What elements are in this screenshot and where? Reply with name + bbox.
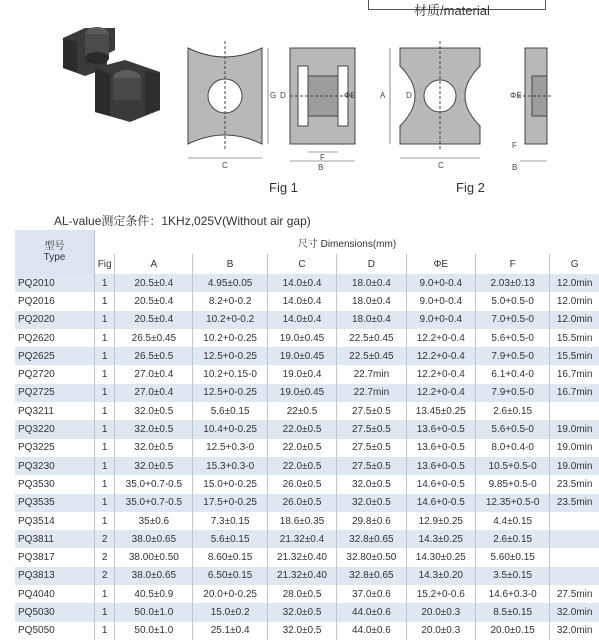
value-cell: 1	[95, 494, 115, 512]
core-lower-image	[95, 60, 160, 122]
value-cell: 1	[95, 603, 115, 621]
value-cell: 2	[95, 530, 115, 548]
value-cell: 10.4+0-0.25	[193, 420, 267, 438]
al-condition-note: AL-value测定条件：1KHz,025V(Without air gap)	[54, 214, 311, 228]
value-cell: 26.5±0.5	[115, 347, 193, 365]
value-cell: 22.5±0.45	[337, 329, 406, 347]
type-cell: PQ3220	[15, 420, 95, 438]
type-cell: PQ5030	[15, 603, 95, 621]
type-cell: PQ2625	[15, 347, 95, 365]
value-cell: 25.1±0.4	[193, 622, 267, 640]
value-cell: 19.0min	[550, 457, 599, 475]
value-cell: 1	[95, 420, 115, 438]
dim-d-label: D	[280, 91, 286, 100]
table-row	[15, 603, 599, 621]
value-cell: 15.0+0-0.25	[193, 475, 267, 493]
type-cell: PQ3514	[15, 512, 95, 530]
table-row	[15, 457, 599, 475]
value-cell: 5.0+0.5-0	[475, 292, 549, 310]
value-cell: 6.50±0.15	[193, 567, 267, 585]
value-cell: 7.9+0.5-0	[475, 347, 549, 365]
table-body	[15, 274, 599, 640]
table-row	[15, 329, 599, 347]
value-cell: 12.0min	[550, 311, 599, 329]
column-header-d: D	[337, 254, 406, 274]
value-cell: 14.6+0.3-0	[475, 585, 549, 603]
value-cell: 14.0±0.4	[267, 311, 336, 329]
value-cell: 26.0±0.5	[267, 494, 336, 512]
value-cell: 12.9±0.25	[406, 512, 475, 530]
fig1-side-view	[290, 48, 355, 161]
value-cell	[550, 548, 599, 566]
value-cell: 7.3±0.15	[193, 512, 267, 530]
value-cell: 1	[95, 402, 115, 420]
value-cell: 16.7min	[550, 384, 599, 402]
type-cell: PQ3811	[15, 530, 95, 548]
dim-c-label: C	[222, 161, 228, 170]
value-cell: 32.0±0.5	[115, 457, 193, 475]
dim-g-label: G	[270, 91, 277, 100]
value-cell: 20.5±0.4	[115, 292, 193, 310]
value-cell: 28.0±0.5	[267, 585, 336, 603]
value-cell: 2.03±0.13	[475, 274, 549, 292]
value-cell: 12.2+0-0.4	[406, 365, 475, 383]
value-cell: 13.6+0-0.5	[406, 439, 475, 457]
value-cell: 9.0+0-0.4	[406, 311, 475, 329]
value-cell: 9.85+0.5-0	[475, 475, 549, 493]
value-cell: 15.5min	[550, 347, 599, 365]
type-cell: PQ2016	[15, 292, 95, 310]
value-cell: 23.5min	[550, 494, 599, 512]
value-cell: 12.0min	[550, 292, 599, 310]
value-cell: 1	[95, 622, 115, 640]
table-row	[15, 347, 599, 365]
value-cell: 22.0±0.5	[267, 457, 336, 475]
fig2-dim-a-label: A	[380, 91, 386, 100]
value-cell: 38.0±0.65	[115, 530, 193, 548]
value-cell: 20.5±0.4	[115, 311, 193, 329]
value-cell: 32.0min	[550, 622, 599, 640]
value-cell: 23.5min	[550, 475, 599, 493]
value-cell: 32.80±0.50	[337, 548, 406, 566]
value-cell: 37.0±0.6	[337, 585, 406, 603]
fig2-side-view	[518, 48, 552, 161]
value-cell: 27.5±0.5	[337, 457, 406, 475]
value-cell: 6.1+0.4-0	[475, 365, 549, 383]
value-cell: 40.5±0.9	[115, 585, 193, 603]
technical-drawings	[180, 36, 560, 176]
value-cell: 32.0min	[550, 603, 599, 621]
value-cell: 14.6+0-0.5	[406, 494, 475, 512]
table-row	[15, 622, 599, 640]
value-cell: 15.2+0-0.6	[406, 585, 475, 603]
table-row	[15, 311, 599, 329]
value-cell: 1	[95, 512, 115, 530]
value-cell: 19.0±0.45	[267, 384, 336, 402]
type-cell: PQ2725	[15, 384, 95, 402]
value-cell: 32.0±0.5	[115, 439, 193, 457]
table-row	[15, 494, 599, 512]
header-row-1	[15, 230, 599, 254]
value-cell: 19.0±0.45	[267, 329, 336, 347]
type-cell: PQ3530	[15, 475, 95, 493]
table-row	[15, 548, 599, 566]
value-cell: 32.8±0.65	[337, 567, 406, 585]
type-cell: PQ3225	[15, 439, 95, 457]
value-cell	[550, 530, 599, 548]
type-cell: PQ2010	[15, 274, 95, 292]
value-cell: 13.6+0-0.5	[406, 457, 475, 475]
value-cell: 22.0±0.5	[267, 420, 336, 438]
fig2-dim-f-label: F	[512, 141, 517, 150]
core-photo	[55, 20, 170, 130]
table-row	[15, 530, 599, 548]
column-header-a: A	[115, 254, 193, 274]
table-row	[15, 512, 599, 530]
value-cell: 12.0min	[550, 274, 599, 292]
fig1-caption: Fig 1	[269, 180, 298, 195]
value-cell: 1	[95, 457, 115, 475]
value-cell: 14.0±0.4	[267, 292, 336, 310]
value-cell: 27.0±0.4	[115, 384, 193, 402]
value-cell: 22.5±0.45	[337, 347, 406, 365]
value-cell: 1	[95, 439, 115, 457]
value-cell: 10.2+0.15-0	[193, 365, 267, 383]
value-cell: 1	[95, 329, 115, 347]
type-cell: PQ3535	[15, 494, 95, 512]
type-cell: PQ3813	[15, 567, 95, 585]
table-row	[15, 274, 599, 292]
value-cell: 8.5±0.15	[475, 603, 549, 621]
value-cell: 1	[95, 384, 115, 402]
value-cell: 9.0+0-0.4	[406, 274, 475, 292]
value-cell: 13.6+0-0.5	[406, 420, 475, 438]
value-cell: 22±0.5	[267, 402, 336, 420]
value-cell: 27.5±0.5	[337, 402, 406, 420]
type-cell: PQ3211	[15, 402, 95, 420]
value-cell: 14.30±0.25	[406, 548, 475, 566]
value-cell: 21.32±0.40	[267, 548, 336, 566]
value-cell: 18.0±0.4	[337, 274, 406, 292]
value-cell: 50.0±1.0	[115, 603, 193, 621]
value-cell: 20.0±0.15	[475, 622, 549, 640]
value-cell: 19.0min	[550, 420, 599, 438]
value-cell: 22.7min	[337, 365, 406, 383]
value-cell: 3.5±0.15	[475, 567, 549, 585]
table-row	[15, 402, 599, 420]
value-cell: 20.0+0-0.25	[193, 585, 267, 603]
value-cell: 18.0±0.4	[337, 292, 406, 310]
value-cell: 2	[95, 567, 115, 585]
fig2-dim-c-label: C	[438, 161, 444, 170]
value-cell: 27.5±0.5	[337, 439, 406, 457]
value-cell: 4.95±0.05	[193, 274, 267, 292]
value-cell: 44.0±0.6	[337, 603, 406, 621]
table-row	[15, 439, 599, 457]
value-cell: 16.7min	[550, 365, 599, 383]
fig2-caption: Fig 2	[456, 180, 485, 195]
value-cell: 15.5min	[550, 329, 599, 347]
value-cell: 22.0±0.5	[267, 439, 336, 457]
type-cell: PQ2620	[15, 329, 95, 347]
type-cell: PQ2020	[15, 311, 95, 329]
value-cell: 27.5min	[550, 585, 599, 603]
value-cell: 7.0+0.5-0	[475, 311, 549, 329]
value-cell: 4.4±0.15	[475, 512, 549, 530]
value-cell: 8.0+0.4-0	[475, 439, 549, 457]
value-cell: 35.0+0.7-0.5	[115, 475, 193, 493]
value-cell: 19.0±0.4	[267, 365, 336, 383]
value-cell: 35±0.6	[115, 512, 193, 530]
fig2-dim-phie-label: ΦE	[510, 91, 522, 100]
value-cell: 38.00±0.50	[115, 548, 193, 566]
value-cell: 10.5+0.5-0	[475, 457, 549, 475]
value-cell: 8.2+0-0.2	[193, 292, 267, 310]
value-cell: 22.7min	[337, 384, 406, 402]
value-cell: 1	[95, 475, 115, 493]
value-cell: 32.0±0.5	[267, 603, 336, 621]
value-cell: 19.0min	[550, 439, 599, 457]
value-cell: 9.0+0-0.4	[406, 292, 475, 310]
value-cell: 19.0±0.45	[267, 347, 336, 365]
value-cell: 1	[95, 585, 115, 603]
value-cell: 14.3±0.20	[406, 567, 475, 585]
value-cell: 7.9+0.5-0	[475, 384, 549, 402]
value-cell: 12.2+0-0.4	[406, 384, 475, 402]
value-cell: 1	[95, 274, 115, 292]
value-cell: 15.3+0.3-0	[193, 457, 267, 475]
value-cell: 10.2+0-0.25	[193, 329, 267, 347]
value-cell: 18.6±0.35	[267, 512, 336, 530]
column-header-c: C	[267, 254, 336, 274]
value-cell: 14.6+0-0.5	[406, 475, 475, 493]
dim-f-label: F	[320, 153, 325, 162]
value-cell: 18.0±0.4	[337, 311, 406, 329]
value-cell: 12.5+0.3-0	[193, 439, 267, 457]
value-cell: 13.45±0.25	[406, 402, 475, 420]
value-cell: 2	[95, 548, 115, 566]
value-cell: 32.8±0.65	[337, 530, 406, 548]
material-label: 材质/material	[414, 3, 490, 18]
value-cell: 32.0±0.5	[337, 475, 406, 493]
table-row	[15, 365, 599, 383]
value-cell: 32.0±0.5	[337, 494, 406, 512]
value-cell	[550, 402, 599, 420]
dimensions-table	[15, 230, 599, 640]
value-cell: 12.2+0-0.4	[406, 347, 475, 365]
value-cell: 14.0±0.4	[267, 274, 336, 292]
value-cell: 27.5±0.5	[337, 420, 406, 438]
table-row	[15, 475, 599, 493]
fig1-front-view	[188, 41, 268, 158]
value-cell: 12.2+0-0.4	[406, 329, 475, 347]
table-row	[15, 567, 599, 585]
type-cell: PQ3230	[15, 457, 95, 475]
column-header-b: B	[193, 254, 267, 274]
dim-b-label: B	[318, 163, 324, 172]
value-cell	[550, 512, 599, 530]
type-cell: PQ5050	[15, 622, 95, 640]
value-cell: 10.2+0-0.2	[193, 311, 267, 329]
value-cell: 32.0±0.5	[115, 402, 193, 420]
value-cell: 2.6±0.15	[475, 402, 549, 420]
value-cell: 38.0±0.65	[115, 567, 193, 585]
value-cell: 12.5+0-0.25	[193, 347, 267, 365]
fig2-dim-d-label: D	[406, 91, 412, 100]
value-cell: 50.0±1.0	[115, 622, 193, 640]
value-cell: 1	[95, 365, 115, 383]
value-cell: 32.0±0.5	[267, 622, 336, 640]
type-header: 型号 Type	[15, 230, 95, 274]
value-cell: 1	[95, 292, 115, 310]
value-cell: 5.60±0.15	[475, 548, 549, 566]
column-header-row	[15, 254, 599, 274]
value-cell: 44.0±0.6	[337, 622, 406, 640]
type-cell: PQ3817	[15, 548, 95, 566]
dimensions-header: 尺寸 Dimensions(mm)	[95, 230, 599, 254]
column-header-fig: Fig	[95, 254, 115, 274]
column-header-f: F	[475, 254, 549, 274]
value-cell: 20.5±0.4	[115, 274, 193, 292]
value-cell: 12.5+0-0.25	[193, 384, 267, 402]
value-cell: 5.6+0.5-0	[475, 420, 549, 438]
value-cell: 5.6±0.15	[193, 402, 267, 420]
value-cell: 20.0±0.3	[406, 622, 475, 640]
value-cell: 32.0±0.5	[115, 420, 193, 438]
fig2-front-view	[390, 41, 480, 158]
value-cell: 5.6+0.5-0	[475, 329, 549, 347]
table-row	[15, 420, 599, 438]
value-cell: 21.32±0.4	[267, 530, 336, 548]
value-cell: 26.0±0.5	[267, 475, 336, 493]
column-header-g: G	[550, 254, 599, 274]
value-cell: 1	[95, 311, 115, 329]
value-cell: 17.5+0-0.25	[193, 494, 267, 512]
value-cell: 20.0±0.3	[406, 603, 475, 621]
table-row	[15, 585, 599, 603]
dim-phie-label: ΦE	[344, 91, 356, 100]
value-cell: 35.0+0.7-0.5	[115, 494, 193, 512]
value-cell: 2.6±0.15	[475, 530, 549, 548]
value-cell	[550, 567, 599, 585]
table-row	[15, 384, 599, 402]
table-row	[15, 292, 599, 310]
value-cell: 8.60±0.15	[193, 548, 267, 566]
fig2-dim-b-label: B	[512, 163, 518, 172]
value-cell: 26.5±0.45	[115, 329, 193, 347]
value-cell: 5.6±0.15	[193, 530, 267, 548]
value-cell: 1	[95, 347, 115, 365]
value-cell: 29.8±0.6	[337, 512, 406, 530]
value-cell: 15.0±0.2	[193, 603, 267, 621]
type-cell: PQ2720	[15, 365, 95, 383]
value-cell: 14.3±0.25	[406, 530, 475, 548]
value-cell: 27.0±0.4	[115, 365, 193, 383]
value-cell: 21.32±0.40	[267, 567, 336, 585]
column-header-phie: ΦE	[406, 254, 475, 274]
type-cell: PQ4040	[15, 585, 95, 603]
value-cell: 12.35+0.5-0	[475, 494, 549, 512]
